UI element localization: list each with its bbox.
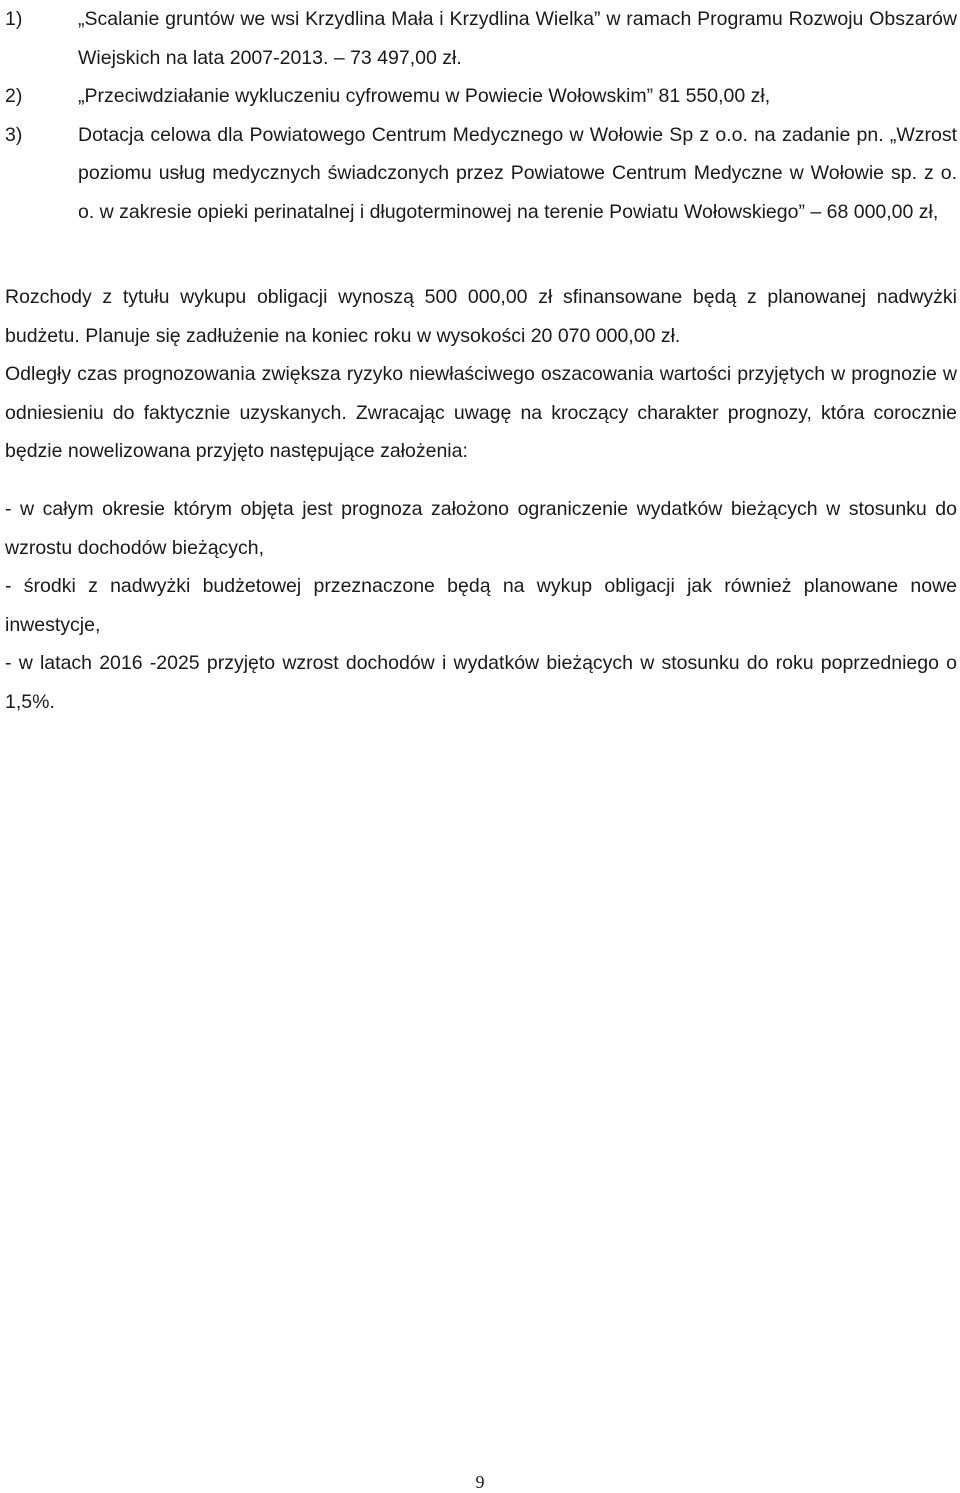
assumptions-list (5, 490, 957, 721)
list-item-text: Dotacja celowa dla Powiatowego Centrum Medycznego w Wołowie Sp z o.o. na zadanie pn. „Wzrost poziomu usług medycznych świadczonych przez Powiatowe Centrum Medyczne w Wołowie sp. z o. o. w zakresie opieki perinatalnej i długoterminowej na terenie Powiatu Wołowskiego” – 68 000,00 zł, (78, 123, 957, 223)
list-item-text: „Przeciwdziałanie wykluczeniu cyfrowemu w Powiecie Wołowskim” 81 550,00 zł, (78, 85, 771, 107)
page-number: 9 (475, 1472, 485, 1492)
list-item-number: 2) (5, 85, 23, 107)
rozchody-paragraph: Rozchody z tytułu wykupu obligacji wynoszą 500 000,00 zł sfinansowane będą z planowanej nadwyżki budżetu. Planuje się zadłużenie na koniec roku w wysokości 20 070 000,00 zł. (5, 286, 957, 347)
list-item (5, 77, 957, 116)
list-item-number: 3) (5, 123, 23, 146)
assumption-item: - środki z nadwyżki budżetowej przeznaczone będą na wykup obligacji jak również planowane nowe inwestycje, (5, 575, 957, 636)
list-item (5, 116, 957, 232)
numbered-list (5, 0, 957, 231)
list-item (5, 0, 957, 77)
list-item-text: „Scalanie gruntów we wsi Krzydlina Mała i Krzydlina Wielka” w ramach Programu Rozwoju Obszarów Wiejskich na lata 2007-2013. – 73 497,00 zł. (78, 8, 957, 69)
assumption-item: - w latach 2016 -2025 przyjęto wzrost dochodów i wydatków bieżących w stosunku do roku poprzedniego o 1,5%. (5, 652, 957, 713)
list-item-number: 1) (5, 8, 23, 30)
assumption-item: - w całym okresie którym objęta jest prognoza założono ograniczenie wydatków bieżących w stosunku do wzrostu dochodów bieżących, (5, 498, 957, 559)
prognoza-paragraph: Odległy czas prognozowania zwiększa ryzyko niewłaściwego oszacowania wartości przyjętych w prognozie w odniesieniu do faktycznie uzyskanych. Zwracając uwagę na kroczący charakter prognozy, która corocznie będzie nowelizowana przyjęto następujące założenia: (5, 363, 957, 462)
